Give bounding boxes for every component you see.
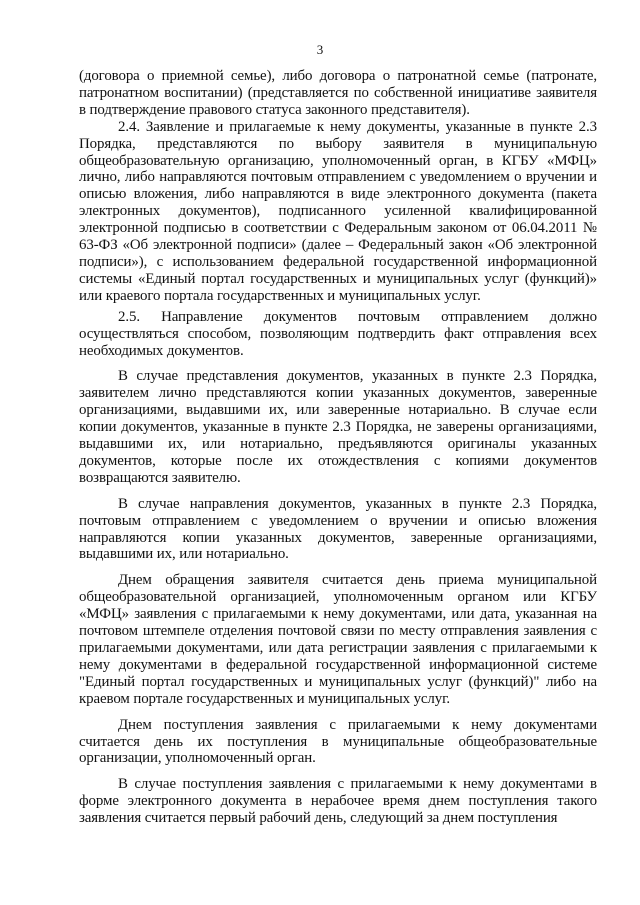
paragraph-guardian-contract: (договора о приемной семье), либо договора о патронатной семье (патронате, патронатном воспитании) (представляется по собственной инициативе заявителя в подтверждение правового статуса законного представителя). bbox=[79, 68, 597, 118]
paragraph-in-person-copies: В случае представления документов, указанных в пункте 2.3 Порядка, заявителем лично представляются копии указанных документов, заверенные организациями, выдавшими их, или заверенные нотариально. В случае если копии документов, указанные в пункте 2.3 Порядка, не заверены организациями, выдавшими их, или нотариально, предъявляются оригиналы указанных документов, которые после их отождествления с копиями документов возвращаются заявителю. bbox=[79, 368, 597, 486]
paragraph-2-5: 2.5. Направление документов почтовым отправлением должно осуществляться способом, позволяющим подтвердить факт отправления всех необходимых документов. bbox=[79, 308, 597, 359]
paragraph-postal-copies: В случае направления документов, указанных в пункте 2.3 Порядка, почтовым отправлением с уведомлением о вручении и описью вложения направляются копии указанных документов, заверенные организациями, выдавшими их, или нотариально. bbox=[79, 495, 597, 563]
document-body bbox=[79, 68, 597, 827]
paragraph-2-4: 2.4. Заявление и прилагаемые к нему документы, указанные в пункте 2.3 Порядка, представляются по выбору заявителя в муниципальную общеобразовательную организацию, уполномоченный орган, в КГБУ «МФЦ» лично, либо направляются почтовым отправлением с уведомлением о вручении и описью вложения, либо направляются в виде электронного документа (пакета электронных документов), подписанного усиленной квалифицированной электронной подписью в соответствии с Федеральным законом от 06.04.2011 № 63-ФЗ «Об электронной подписи» (далее – Федеральный закон «Об электронной подписи»), с использованием федеральной государственной информационной системы «Единый портал государственных и муниципальных услуг (функций)» или краевого портала государственных и муниципальных услуг. bbox=[79, 118, 597, 304]
paragraph-receipt-day: Днем поступления заявления с прилагаемыми к нему документами считается день их поступления в муниципальные общеобразовательные организации, уполномоченный орган. bbox=[79, 716, 597, 767]
paragraph-application-day: Днем обращения заявителя считается день приема муниципальной общеобразовательной организацией, уполномоченным органом или КГБУ «МФЦ» заявления с прилагаемыми к нему документами, или дата, указанная на почтовом штемпеле отделения почтовой связи по месту отправления заявления с прилагаемыми документами, или дата регистрации заявления с прилагаемыми к нему документами в федеральной государственной информационной системе "Единый портал государственных и муниципальных услуг (функций)" либо на краевом портале государственных и муниципальных услуг. bbox=[79, 572, 597, 707]
page-number: 3 bbox=[316, 42, 324, 57]
paragraph-electronic-nonworking: В случае поступления заявления с прилагаемыми к нему документами в форме электронного документа в нерабочее время днем поступления такого заявления считается первый рабочий день, следующий за днем поступления bbox=[79, 776, 597, 827]
